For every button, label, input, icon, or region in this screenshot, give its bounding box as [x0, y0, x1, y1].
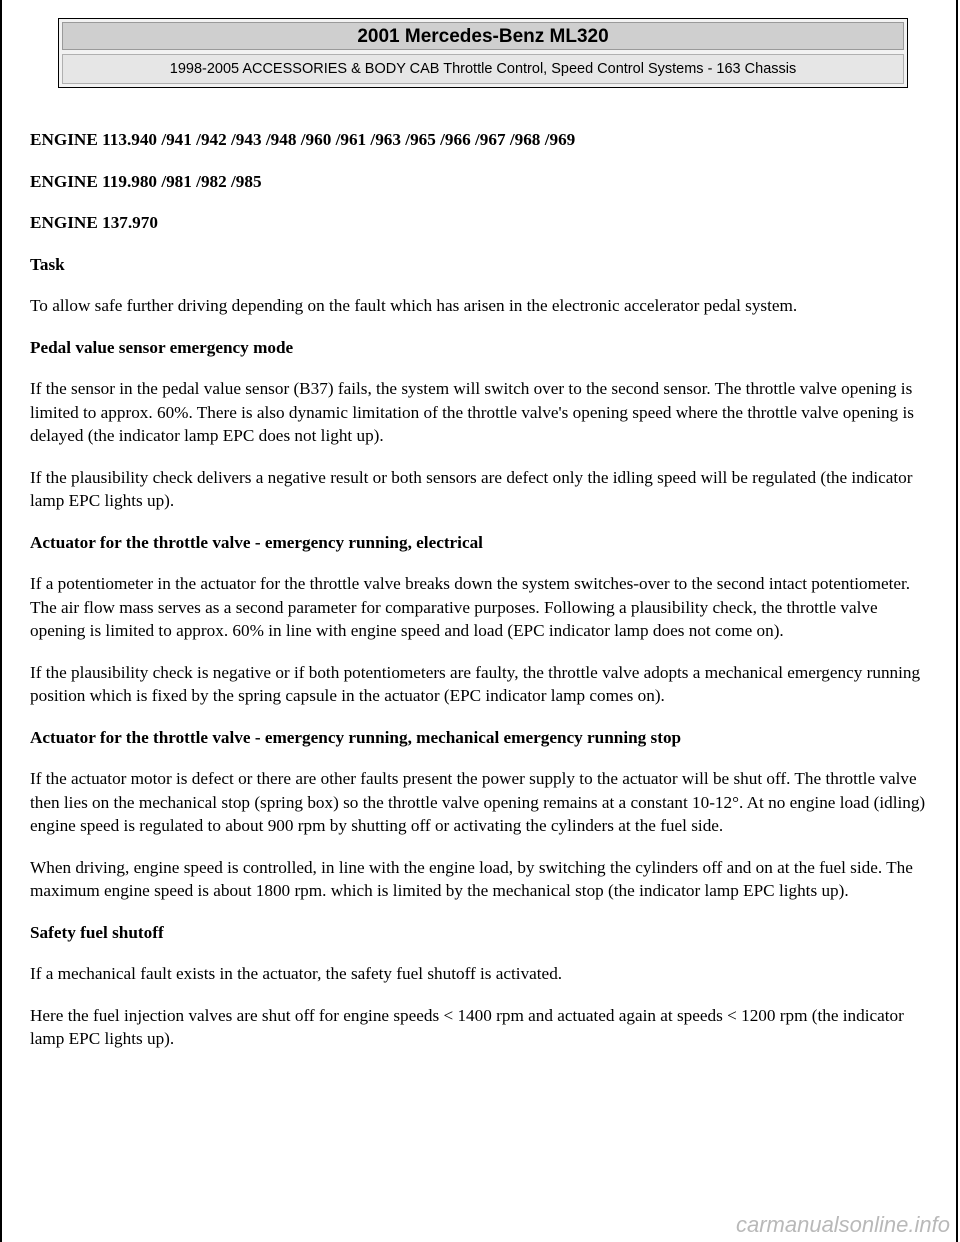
paragraph-actuator-mechanical-1: If the actuator motor is defect or there are other faults present the power supply to the actuator will be shut off. The throttle valve then lies on the mechanical stop (spring box) so the throttle valve opening remains at a constant 10-12°. At no engine load (idling) engine speed is regulated to about 900 rpm by shutting off or activating the cylinders at the fuel side.: [30, 769, 926, 835]
document-header: [58, 18, 908, 88]
engine-list-119: ENGINE 119.980 /981 /982 /985: [30, 171, 262, 191]
paragraph-actuator-mechanical-2: When driving, engine speed is controlled, in line with the engine load, by switching the cylinders off and on at the fuel side. The maximum engine speed is about 1800 rpm. which is limited by the mechanical stop (the indicator lamp EPC lights up).: [30, 857, 913, 900]
paragraph-pedal-sensor-2: If the plausibility check delivers a negative result or both sensors are defect only the idling speed will be regulated (the indicator lamp EPC lights up).: [30, 467, 913, 510]
paragraph-safety-fuel-shutoff-2: Here the fuel injection valves are shut off for engine speeds < 1400 rpm and actuated again at speeds < 1200 rpm (the indicator lamp EPC lights up).: [30, 1005, 904, 1048]
site-watermark: carmanualsonline.info: [735, 1212, 950, 1237]
heading-actuator-mechanical: Actuator for the throttle valve - emergency running, mechanical emergency running stop: [30, 727, 682, 747]
paragraph-task: To allow safe further driving depending on the fault which has arisen in the electronic accelerator pedal system.: [30, 296, 798, 315]
document-body: [30, 128, 930, 1069]
heading-actuator-electrical: Actuator for the throttle valve - emergency running, electrical: [30, 532, 483, 552]
header-title: 2001 Mercedes-Benz ML320: [62, 22, 904, 50]
paragraph-pedal-sensor-1: If the sensor in the pedal value sensor (B37) fails, the system will switch over to the second sensor. The throttle valve opening is limited to approx. 60%. There is also dynamic limitation of the throttle valve's opening speed where the throttle valve opening is delayed (the indicator lamp EPC does not light up).: [30, 379, 914, 445]
paragraph-actuator-electrical-2: If the plausibility check is negative or if both potentiometers are faulty, the throttle valve adopts a mechanical emergency running position which is fixed by the spring capsule in the actuator (EPC indicator lamp comes on).: [30, 662, 921, 705]
engine-list-113: ENGINE 113.940 /941 /942 /943 /948 /960 /961 /963 /965 /966 /967 /968 /969: [30, 130, 576, 149]
header-subtitle: 1998-2005 ACCESSORIES & BODY CAB Throttle Control, Speed Control Systems - 163 Chassis: [62, 54, 904, 84]
heading-task: Task: [30, 254, 65, 274]
paragraph-safety-fuel-shutoff-1: If a mechanical fault exists in the actuator, the safety fuel shutoff is activated.: [30, 964, 563, 983]
heading-pedal-sensor: Pedal value sensor emergency mode: [30, 337, 294, 357]
heading-safety-fuel-shutoff: Safety fuel shutoff: [30, 922, 164, 942]
engine-list-137: ENGINE 137.970: [30, 213, 158, 232]
paragraph-actuator-electrical-1: If a potentiometer in the actuator for the throttle valve breaks down the system switches-over to the second intact potentiometer. The air flow mass serves as a second parameter for comparative purposes. Following a plausibility check, the throttle valve opening is limited to approx. 60% in line with engine speed and load (EPC indicator lamp does not come on).: [30, 574, 911, 640]
